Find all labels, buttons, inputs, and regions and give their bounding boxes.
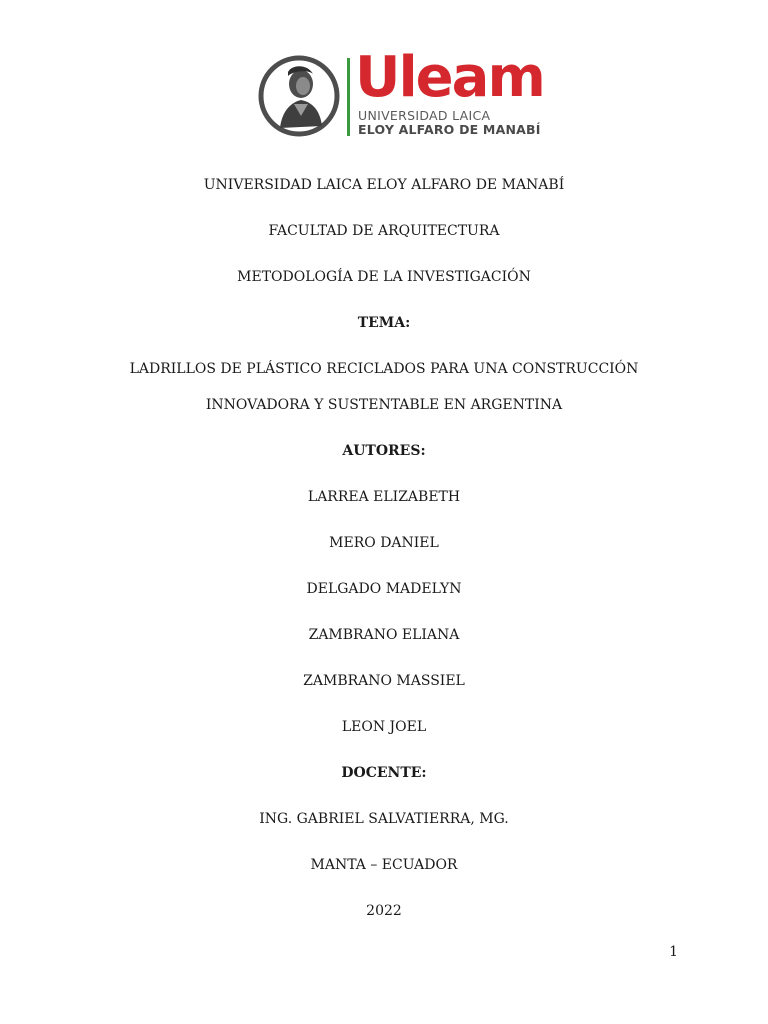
authors-heading: AUTORES: — [342, 443, 426, 459]
author-name: DELGADO MADELYN — [306, 581, 462, 597]
logo-divider — [347, 58, 350, 136]
author-name: LEON JOEL — [341, 719, 427, 735]
university-logo — [256, 45, 544, 142]
brand-name: Uleam — [355, 45, 544, 110]
author-name: MERO DANIEL — [329, 535, 439, 551]
faculty-name: FACULTAD DE ARQUITECTURA — [268, 223, 500, 239]
page-number: 1 — [669, 944, 678, 960]
location: MANTA – ECUADOR — [310, 857, 458, 873]
author-name: ZAMBRANO ELIANA — [308, 627, 460, 643]
teacher-heading: DOCENTE: — [341, 765, 427, 781]
university-name: UNIVERSIDAD LAICA ELOY ALFARO DE MANABÍ — [203, 177, 565, 193]
brand-subtitle-line2: ELOY ALFARO DE MANABÍ — [358, 122, 541, 137]
brand-subtitle-line1: UNIVERSIDAD LAICA — [358, 108, 491, 123]
author-name: LARREA ELIZABETH — [307, 489, 461, 505]
topic-heading: TEMA: — [357, 315, 411, 331]
topic-line-2: INNOVADORA Y SUSTENTABLE EN ARGENTINA — [205, 397, 563, 413]
topic-line-1: LADRILLOS DE PLÁSTICO RECICLADOS PARA UNA CONSTRUCCIÓN — [129, 361, 639, 377]
year: 2022 — [366, 903, 402, 919]
author-name: ZAMBRANO MASSIEL — [303, 673, 465, 689]
university-seal-icon — [258, 54, 340, 138]
teacher-name: ING. GABRIEL SALVATIERRA, MG. — [259, 811, 509, 827]
subject-name: METODOLOGÍA DE LA INVESTIGACIÓN — [237, 269, 531, 285]
